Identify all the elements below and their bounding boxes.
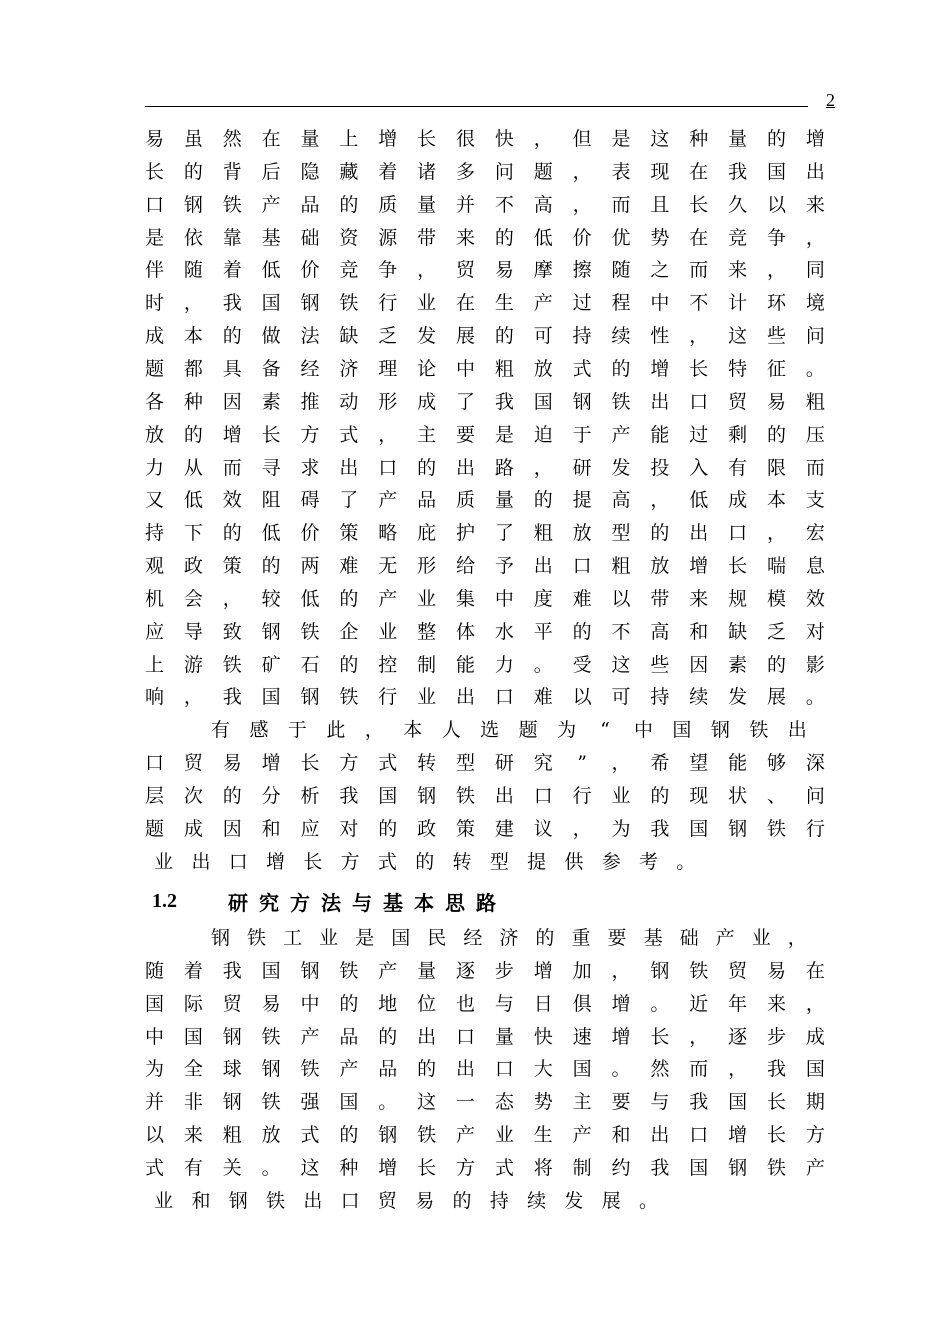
text-line: 上 游 铁 矿 石 的 控 制 能 力 。 受 这 些 因 素 的 影: [145, 653, 825, 676]
text-line: 观 政 策 的 两 难 无 形 给 予 出 口 粗 放 增 长 喘 息: [145, 555, 825, 578]
text-line: 式 有 关 。 这 种 增 长 方 式 将 制 约 我 国 钢 铁 产: [145, 1156, 825, 1179]
text-line: 中 国 钢 铁 产 品 的 出 口 量 快 速 增 长 ， 逐 步 成: [145, 1025, 825, 1048]
header-rule: [145, 106, 808, 107]
text-line: 题 都 具 备 经 济 理 论 中 粗 放 式 的 增 长 特 征 。: [145, 357, 825, 380]
text-line: 口 贸 易 增 长 方 式 转 型 研 究 ” ， 希 望 能 够 深: [145, 752, 825, 775]
text-line: 层 次 的 分 析 我 国 钢 铁 出 口 行 业 的 现 状 、 问: [145, 785, 825, 807]
text-line: 放 的 增 长 方 式 ， 主 要 是 迫 于 产 能 过 剩 的 压: [145, 423, 825, 446]
section-number: 1.2: [152, 889, 177, 912]
text-line: 各 种 因 素 推 动 形 成 了 我 国 钢 铁 出 口 贸 易 粗: [145, 390, 825, 413]
text-line: 力 从 而 寻 求 出 口 的 出 路 ， 研 发 投 入 有 限 而: [145, 456, 825, 479]
text-line: 又 低 效 阻 碍 了 产 品 质 量 的 提 高 ， 低 成 本 支: [145, 489, 825, 512]
page-number: 2: [826, 90, 835, 110]
text-line: 应 导 致 钢 铁 企 业 整 体 水 平 的 不 高 和 缺 乏 对: [145, 620, 825, 643]
text-line: 随 着 我 国 钢 铁 产 量 逐 步 增 加 ， 钢 铁 贸 易 在: [145, 959, 825, 982]
text-line: 响 ， 我 国 钢 铁 行 业 出 口 难 以 可 持 续 发 展 。: [145, 686, 825, 709]
text-line: 是 依 靠 基 础 资 源 带 来 的 低 价 优 势 在 竞 争 ，: [145, 226, 825, 249]
text-line: 有 感 于 此 ， 本 人 选 题 为 “ 中 国 钢 铁 出: [211, 719, 807, 742]
section-title: 研究方法与基本思路: [228, 890, 507, 915]
text-line: 时 ， 我 国 钢 铁 行 业 在 生 产 过 程 中 不 计 环 境: [145, 292, 825, 315]
text-line: 业 出 口 增 长 方 式 的 转 型 提 供 参 考 。: [154, 850, 696, 873]
text-line: 为 全 球 钢 铁 产 品 的 出 口 大 国 。 然 而 ， 我 国: [145, 1058, 825, 1081]
text-line: 易 虽 然 在 量 上 增 长 很 快 ， 但 是 这 种 量 的 增: [145, 128, 825, 150]
section-heading: [152, 884, 507, 918]
text-line: 长 的 背 后 隐 藏 着 诸 多 问 题 ， 表 现 在 我 国 出: [145, 160, 825, 183]
text-line: 机 会 ， 较 低 的 产 业 集 中 度 难 以 带 来 规 模 效: [145, 587, 825, 610]
text-line: 业 和 钢 铁 出 口 贸 易 的 持 续 发 展 。: [154, 1189, 659, 1212]
text-line: 以 来 粗 放 式 的 钢 铁 产 业 生 产 和 出 口 增 长 方: [145, 1124, 825, 1147]
text-line: 题 成 因 和 应 对 的 政 策 建 议 ， 为 我 国 钢 铁 行: [145, 817, 825, 840]
text-line: 成 本 的 做 法 缺 乏 发 展 的 可 持 续 性 ， 这 些 问: [145, 325, 825, 348]
text-line: 国 际 贸 易 中 的 地 位 也 与 日 俱 增 。 近 年 来 ，: [145, 992, 825, 1015]
text-line: 伴 随 着 低 价 竞 争 ， 贸 易 摩 擦 随 之 而 来 ， 同: [145, 259, 825, 282]
text-line: 钢 铁 工 业 是 国 民 经 济 的 重 要 基 础 产 业 ，: [211, 927, 807, 949]
text-line: 并 非 钢 铁 强 国 。 这 一 态 势 主 要 与 我 国 长 期: [145, 1091, 825, 1114]
text-line: 持 下 的 低 价 策 略 庇 护 了 粗 放 型 的 出 口 ， 宏: [145, 522, 825, 545]
text-line: 口 钢 铁 产 品 的 质 量 并 不 高 ， 而 且 长 久 以 来: [145, 193, 825, 216]
